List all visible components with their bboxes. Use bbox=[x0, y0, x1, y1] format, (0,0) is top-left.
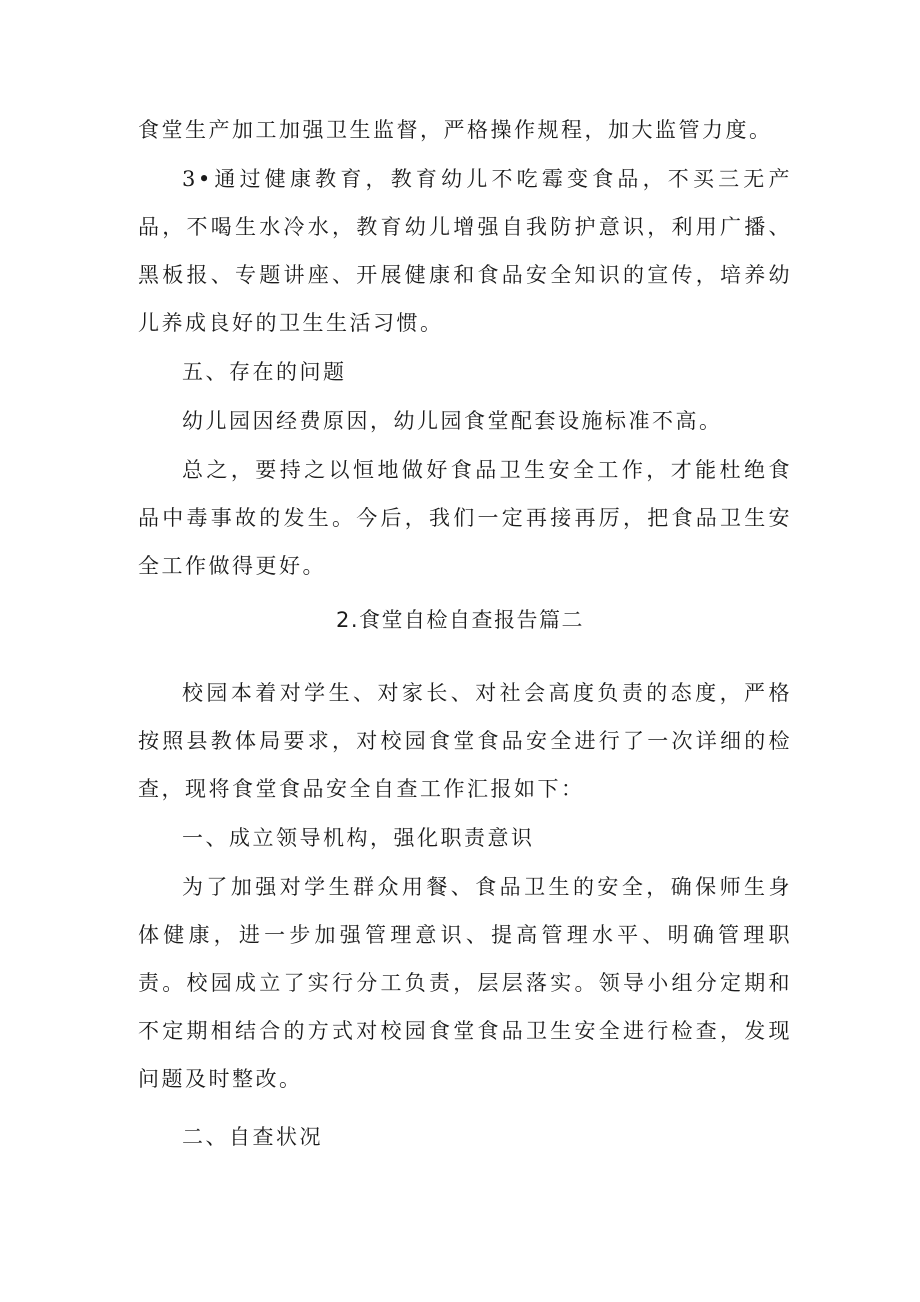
paragraph-health-education: 3•通过健康教育，教育幼儿不吃霉变食品，不买三无产品，不喝生水冷水，教育幼儿增强自我防护意识，利用广播、黑板报、专题讲座、开展健康和食品安全知识的宣传，培养幼儿养成良好的卫生生活习惯。 bbox=[138, 167, 792, 335]
section-heading-self-check: 二、自查状况 bbox=[182, 1125, 323, 1149]
report-title: 2.食堂自检自查报告篇二 bbox=[335, 608, 585, 632]
paragraph-conclusion: 总之，要持之以恒地做好食品卫生安全工作，才能杜绝食品中毒事故的发生。今后，我们一定再接再厉，把食品卫生安全工作做得更好。 bbox=[138, 458, 792, 578]
paragraph-intro: 校园本着对学生、对家长、对社会高度负责的态度，严格按照县教体局要求，对校园食堂食品安全进行了一次详细的检查，现将食堂食品安全自查工作汇报如下： bbox=[138, 681, 792, 801]
section-heading-problems: 五、存在的问题 bbox=[182, 360, 347, 384]
paragraph-leadership: 为了加强对学生群众用餐、食品卫生的安全，确保师生身体健康，进一步加强管理意识、提高管理水平、明确管理职责。校园成立了实行分工负责，层层落实。领导小组分定期和不定期相结合的方式对校园食堂食品卫生安全进行检查，发现问题及时整改。 bbox=[138, 875, 792, 1091]
section-heading-leadership: 一、成立领导机构，强化职责意识 bbox=[182, 826, 535, 850]
paragraph-problems: 幼儿园因经费原因，幼儿园食堂配套设施标准不高。 bbox=[182, 409, 723, 433]
paragraph-supervision: 食堂生产加工加强卫生监督，严格操作规程，加大监管力度。 bbox=[138, 118, 773, 142]
